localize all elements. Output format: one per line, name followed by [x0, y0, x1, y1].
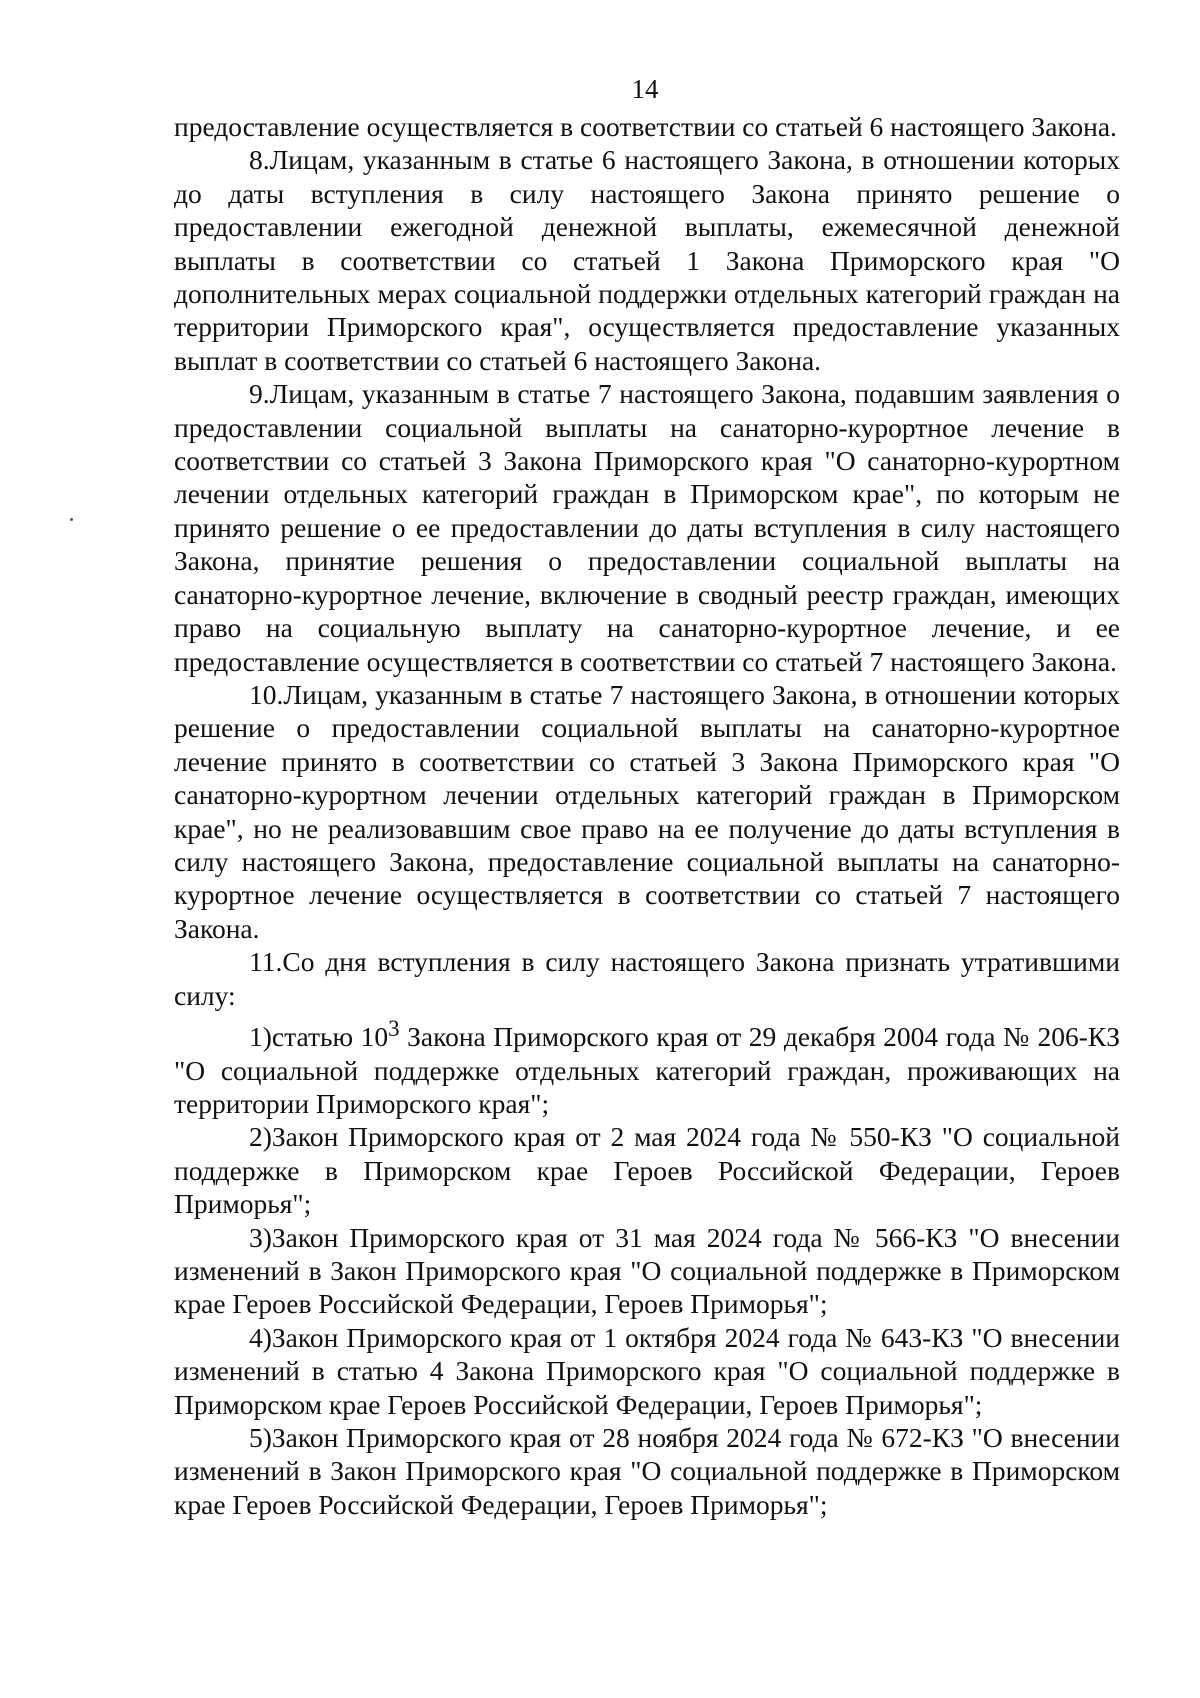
- subitem-4: 4)Закон Приморского края от 1 октября 2024 года № 643-КЗ "О внесении изменений в статью 4 Закона Приморского края "О социальной поддержке в Приморском крае Героев Российской Федерации, Героев Приморья";: [174, 1321, 1120, 1420]
- paragraph-item-11: 11.Со дня вступления в силу настоящего Закона признать утратившими силу:: [174, 946, 1120, 1011]
- subitem-1-rest: Закона Приморского края от 29 декабря 2004 года № 206-КЗ "О социальной поддержке отдельных категорий граждан, проживающих на территории Приморского края";: [174, 1021, 1120, 1119]
- paragraph-item-9: 9.Лицам, указанным в статье 7 настоящего Закона, подавшим заявления о предоставлении социальной выплаты на санаторно-курортное лечение в соответствии со статьей 3 Закона Приморского края "О санаторно-курортном лечении отдельных категорий граждан в Приморском крае", по которым не принято решение о ее предоставлении до даты вступления в силу настоящего Закона, принятие решения о предоставлении социальной выплаты на санаторно-курортное лечение, включение в сводный реестр граждан, имеющих право на социальную выплату на санаторно-курортное лечение, и ее предоставление осуществляется в соответствии со статьей 7 настоящего Закона.: [174, 378, 1120, 677]
- page-number: 14: [631, 74, 659, 104]
- article-superscript: 3: [388, 1015, 400, 1041]
- paragraph-item-8: 8.Лицам, указанным в статье 6 настоящего Закона, в отношении которых до даты вступления в силу настоящего Закона принято решение о предоставлении ежегодной денежной выплаты, ежемесячной денежной выплаты в соответствии со статьей 1 Закона Приморского края "О дополнительных мерах социальной поддержки отдельных категорий граждан на территории Приморского края", осуществляется предоставление указанных выплат в соответствии со статьей 6 настоящего Закона.: [174, 144, 1120, 376]
- subitem-1-start: 1)статью 10: [249, 1021, 389, 1053]
- scan-artifact-dot: [70, 518, 73, 521]
- paragraph-item-10: 10.Лицам, указанным в статье 7 настоящего Закона, в отношении которых решение о предоставлении социальной выплаты на санаторно-курортное лечение принято в соответствии со статьей 3 Закона Приморского края "О санаторно-курортном лечении отдельных категорий граждан в Приморском крае", но не реализовавшим свое право на ее получение до даты вступления в силу настоящего Закона, предоставление социальной выплаты на санаторно-курортное лечение осуществляется в соответствии со статьей 7 настоящего Закона.: [174, 678, 1120, 944]
- subitem-3: 3)Закон Приморского края от 31 мая 2024 года № 566-КЗ "О внесении изменений в Закон Приморского края "О социальной поддержке в Приморском крае Героев Российской Федерации, Героев Приморья";: [174, 1221, 1120, 1320]
- paragraph-continuation: предоставление осуществляется в соответствии со статьей 6 настоящего Закона.: [174, 111, 1117, 142]
- subitem-2: 2)Закон Приморского края от 2 мая 2024 года № 550-КЗ "О социальной поддержке в Приморском крае Героев Российской Федерации, Героев Приморья";: [174, 1121, 1120, 1220]
- document-body: [174, 110, 1120, 1521]
- subitem-1: [174, 1012, 1120, 1120]
- subitem-5: 5)Закон Приморского края от 28 ноября 2024 года № 672-КЗ "О внесении изменений в Закон Приморского края "О социальной поддержке в Приморском крае Героев Российской Федерации, Героев Приморья";: [174, 1422, 1120, 1520]
